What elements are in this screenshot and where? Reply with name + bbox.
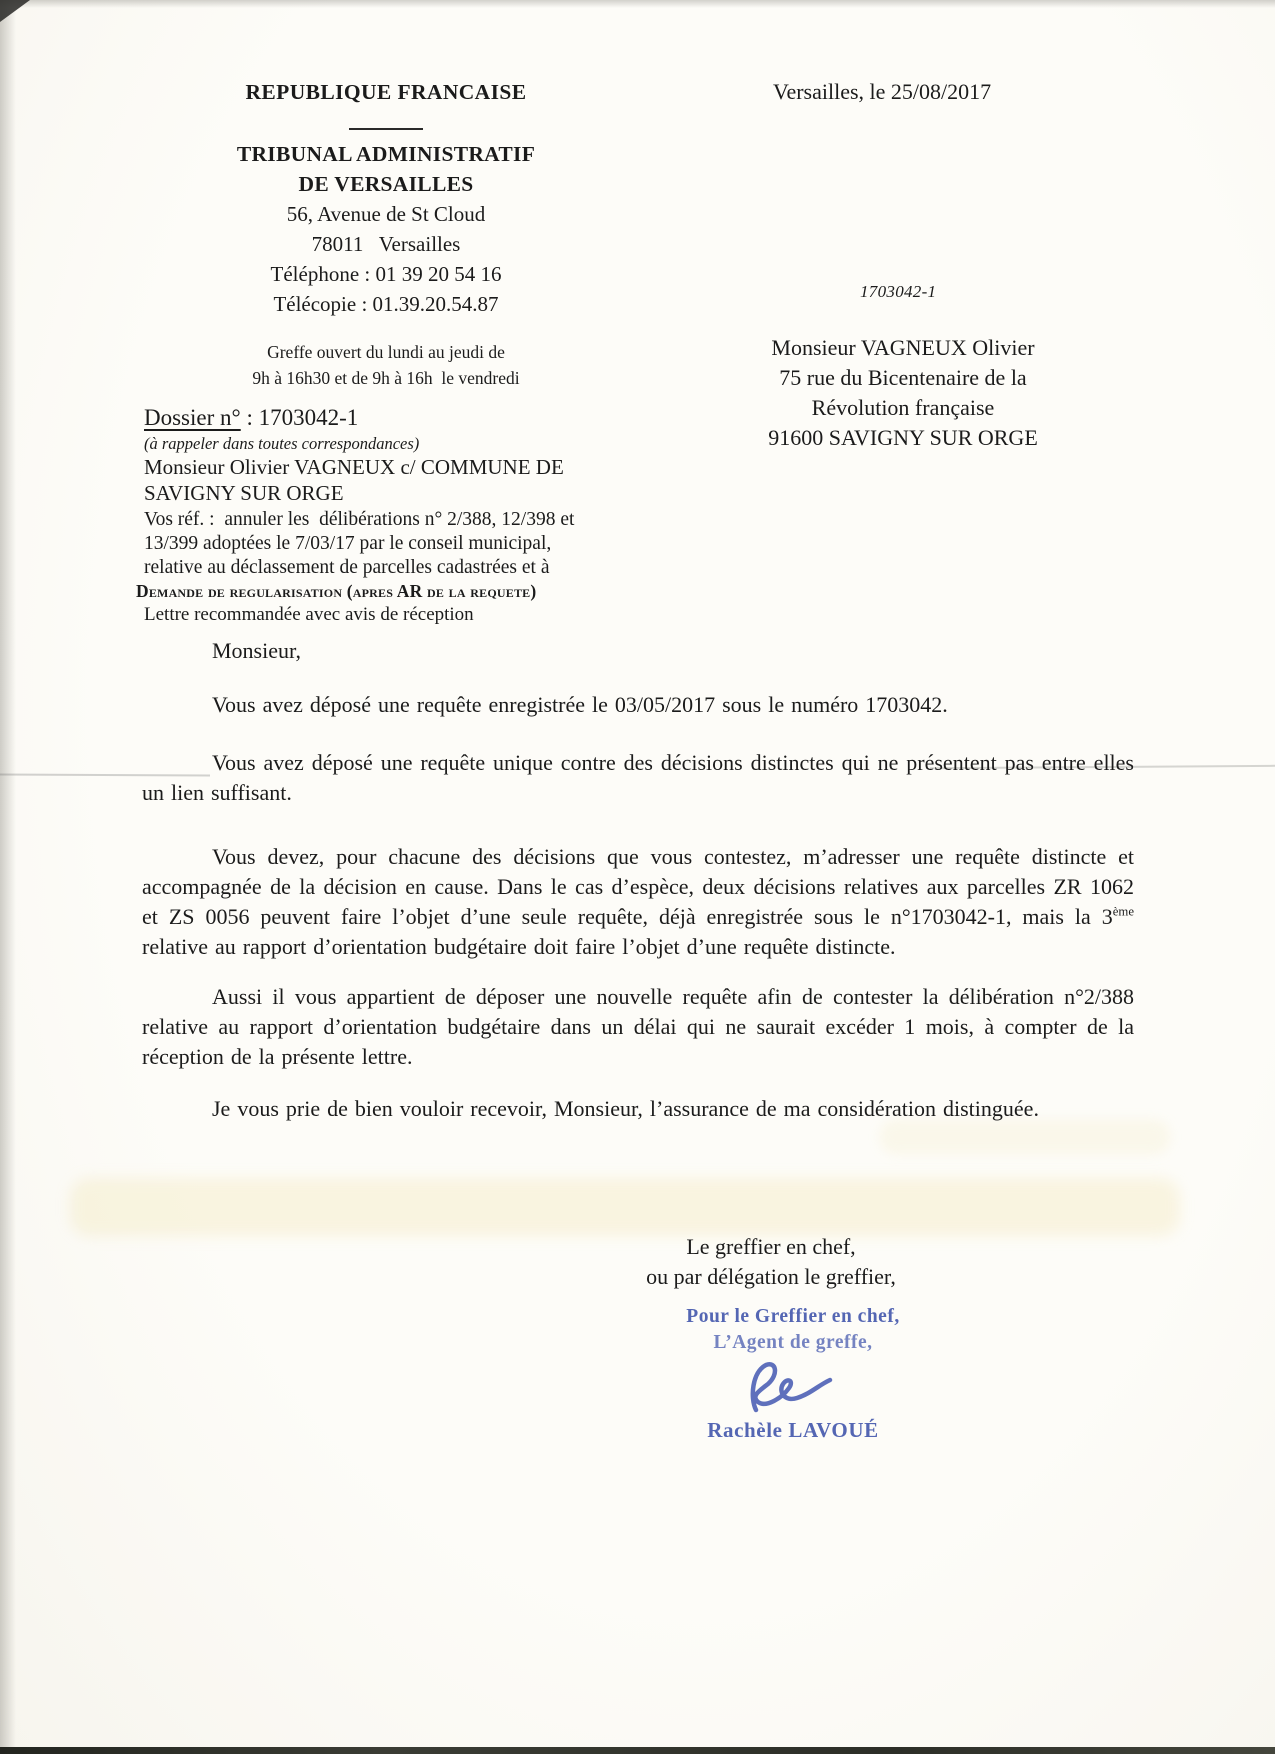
- dossier-block: [136, 403, 664, 627]
- sender-letterhead: [168, 80, 604, 391]
- your-ref-line1: Vos réf. : annuler les délibérations n° 2/388, 12/398 et: [144, 509, 575, 530]
- office-hours-line1: Greffe ouvert du lundi au jeudi de: [267, 342, 505, 362]
- scan-edge-top: [0, 0, 1275, 8]
- parties-line2: SAVIGNY SUR ORGE: [144, 481, 344, 505]
- dossier-number: : 1703042-1: [240, 405, 359, 430]
- parties-line1: Monsieur Olivier VAGNEUX c/ COMMUNE DE: [144, 455, 564, 479]
- paragraph-4: Aussi il vous appartient de déposer une nouvelle requête afin de contester la délibération n°2/388 relative au rapport d’orientation budgétaire dans un délai qui ne saurait excéder 1 mois, à compter de la réception de la présente lettre.: [142, 984, 1134, 1069]
- signatory-name: Rachèle LAVOUÉ: [707, 1418, 879, 1442]
- your-ref-line3: relative au déclassement de parcelles cadastrées et à: [144, 557, 550, 578]
- scan-edge-bottom: [0, 1747, 1275, 1754]
- letterhead-divider: [349, 128, 423, 130]
- dossier-label: Dossier n°: [144, 405, 241, 430]
- paragraph-3-text: Vous devez, pour chacune des décisions que vous contestez, m’adresser une requête distincte et accompagnée de la décision en cause. Dans le cas d’espèce, deux décisions relatives aux parcelles ZR 1062 et ZS 0056 peuvent faire l’objet d’une seule requête, déjà enregistrée sous le n°1703042-1, mais la 3: [142, 844, 1141, 929]
- paragraph-2: Vous avez déposé une requête unique contre des décisions distinctes qui ne présentent pas entre elles un lien suffisant.: [142, 750, 1134, 805]
- salutation: Monsieur,: [212, 638, 301, 663]
- recipient-street-line2: Révolution française: [811, 395, 995, 420]
- your-ref-line2: 13/399 adoptées le 7/03/17 par le conseil municipal,: [144, 533, 552, 554]
- greffe-stamp: [628, 1303, 958, 1443]
- signoff-line2: ou par délégation le greffier,: [646, 1264, 896, 1289]
- stamp-line1: Pour le Greffier en chef,: [686, 1306, 900, 1327]
- court-name-line2: DE VERSAILLES: [298, 172, 474, 196]
- stamp-line2: L’Agent de greffe,: [713, 1332, 873, 1353]
- case-reference-number: 1703042-1: [860, 282, 937, 301]
- paragraph-3: [142, 842, 1148, 962]
- dossier-note: (à rappeler dans toutes correspondances): [144, 434, 420, 453]
- scan-smudge: [70, 1178, 1180, 1236]
- sender-fax: Télécopie : 01.39.20.54.87: [273, 292, 499, 316]
- court-name-line1: TRIBUNAL ADMINISTRATIF: [236, 142, 536, 166]
- sender-city: 78011 Versailles: [311, 232, 461, 256]
- recipient-city: 91600 SAVIGNY SUR ORGE: [768, 425, 1038, 450]
- recipient-name: Monsieur VAGNEUX Olivier: [771, 335, 1035, 360]
- paragraph-1: Vous avez déposé une requête enregistrée le 03/05/2017 sous le numéro 1703042.: [212, 692, 948, 717]
- scan-edge-left: [0, 0, 16, 1754]
- scan-corner-artifact: [0, 0, 30, 22]
- paragraph-3-text-cont: relative au rapport d’orientation budgétaire doit faire l’objet d’une requête distincte.: [142, 904, 1148, 959]
- sender-phone: Téléphone : 01 39 20 54 16: [270, 262, 502, 286]
- republic-title: REPUBLIQUE FRANCAISE: [245, 80, 527, 104]
- paragraph-3-superscript: ème: [1112, 904, 1134, 919]
- delivery-mode: Lettre recommandée avec avis de réception: [144, 604, 474, 625]
- date-line: Versailles, le 25/08/2017: [773, 79, 992, 104]
- letter-body: [142, 636, 1148, 1124]
- paragraph-5: Je vous prie de bien vouloir recevoir, Monsieur, l’assurance de ma considération distinguée.: [212, 1096, 1039, 1121]
- office-hours-line2: 9h à 16h30 et de 9h à 16h le vendredi: [252, 368, 520, 388]
- recipient-address: [735, 333, 1071, 453]
- sender-street: 56, Avenue de St Cloud: [286, 202, 486, 226]
- signoff-block: [588, 1232, 954, 1292]
- scan-smudge-small: [880, 1120, 1170, 1154]
- letter-subject: Demande de regularisation (apres AR de la requete): [136, 581, 537, 601]
- recipient-street-line1: 75 rue du Bicentenaire de la: [779, 365, 1027, 390]
- handwritten-signature: [718, 1360, 868, 1416]
- signoff-line1: Le greffier en chef,: [686, 1234, 856, 1259]
